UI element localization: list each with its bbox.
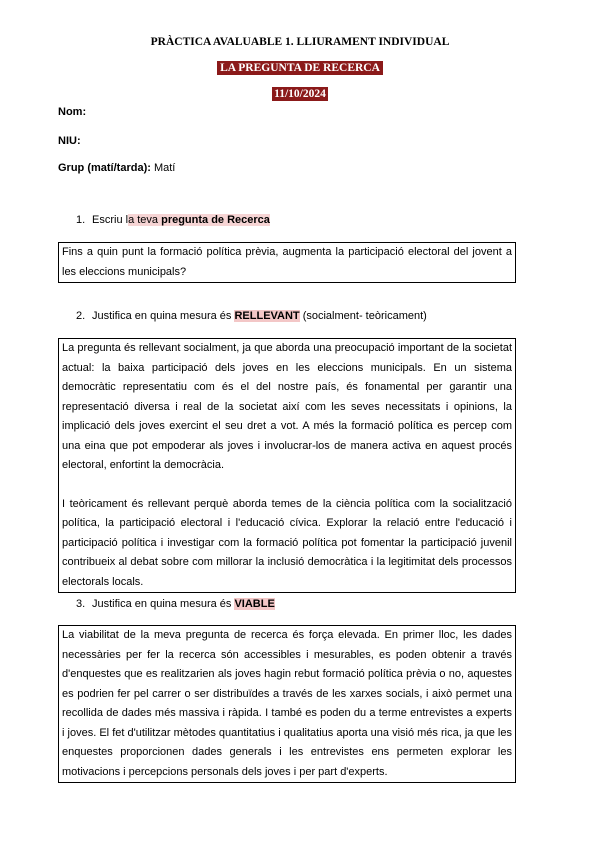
grup-field	[58, 162, 175, 174]
question-2-highlight: RELLEVANT	[234, 310, 300, 322]
answer-1-box	[58, 242, 516, 283]
question-1-heading	[76, 214, 270, 226]
question-3-prefix: Justifica en quina mesura és	[92, 598, 235, 610]
answer-2-box	[58, 338, 516, 593]
question-1-highlight	[128, 214, 270, 226]
document-title: PRÀCTICA AVALUABLE 1. LLIURAMENT INDIVIDUAL	[150, 36, 450, 48]
grup-label: Grup (matí/tarda):	[58, 162, 151, 174]
date-highlight: 11/10/2024	[274, 88, 326, 100]
answer-2-paragraph-1: La pregunta és rellevant socialment, ja que aborda una preocupació important de la societat actual: la baixa participació dels joves en les eleccions municipals. En un sistema democràtic representatiu com és el del nostre país, és fonamental per garantir una representació diversa i real de la societat així com les seves necessitats i opinions, la implicació dels joves exercint el seu dret a vot. A més la formació política es percep com una eina que pot empoderar als joves i involucrar-los de manera activa en aquest procés electoral, enfortint la democràcia.	[62, 342, 512, 471]
niu-label: NIU:	[58, 135, 81, 147]
question-2-heading	[76, 310, 427, 322]
question-1-highlight-plain: a teva	[128, 214, 162, 226]
document-subtitle	[0, 58, 600, 76]
question-3-heading	[76, 598, 275, 610]
question-3-number: 3.	[76, 598, 86, 610]
document-date	[0, 84, 600, 102]
answer-2-paragraph-2: I teòricament és rellevant perquè aborda temes de la ciència política com la socialització política, la participació electoral i l'educació cívica. Explorar la relació entre l'educació i participació política i investigar com la formació política pot fomentar la participació juvenil contribueix al debat sobre com millorar la inclusió democràtica i la legitimitat dels processos electorals locals.	[62, 497, 512, 588]
nom-field	[58, 106, 86, 118]
niu-field	[58, 135, 81, 147]
subtitle-highlight: LA PREGUNTA DE RECERCA	[217, 61, 383, 75]
question-2-prefix: Justifica en quina mesura és	[92, 310, 235, 322]
grup-value: Matí	[153, 162, 176, 174]
question-1-number: 1.	[76, 214, 86, 226]
question-2-number: 2.	[76, 310, 86, 322]
question-1-prefix: Escriu l	[92, 214, 129, 226]
question-1-highlight-bold: pregunta de Recerca	[161, 214, 270, 226]
question-2-suffix: (socialment- teòricament)	[299, 310, 427, 322]
answer-3-box	[58, 625, 516, 783]
question-3-highlight: VIABLE	[234, 598, 275, 610]
answer-1-paragraph: Fins a quin punt la formació política prèvia, augmenta la participació electoral del jovent a les eleccions municipals?	[62, 246, 512, 278]
answer-3-paragraph: La viabilitat de la meva pregunta de recerca és força elevada. En primer lloc, les dades necessàries per fer la recerca són accessibles i mesurables, es poden obtenir a través d'enquestes que es realitzarien als joves hagin rebut formació política prèvia o no, aquestes es podrien fer pel carrer o ser distribuïdes a través de les xarxes socials, i això permet una recollida de dades més massiva i ràpida. I també es poden du a terme entrevistes a experts i joves. El fet d'utilitzar mètodes quantitatius i qualitatius aporta una visió més rica, ja que les enquestes proporcionen dades generals i les entrevistes ens permeten explorar les motivacions i percepcions personals dels joves i per part d'experts.	[62, 629, 512, 778]
nom-label: Nom:	[58, 106, 87, 118]
